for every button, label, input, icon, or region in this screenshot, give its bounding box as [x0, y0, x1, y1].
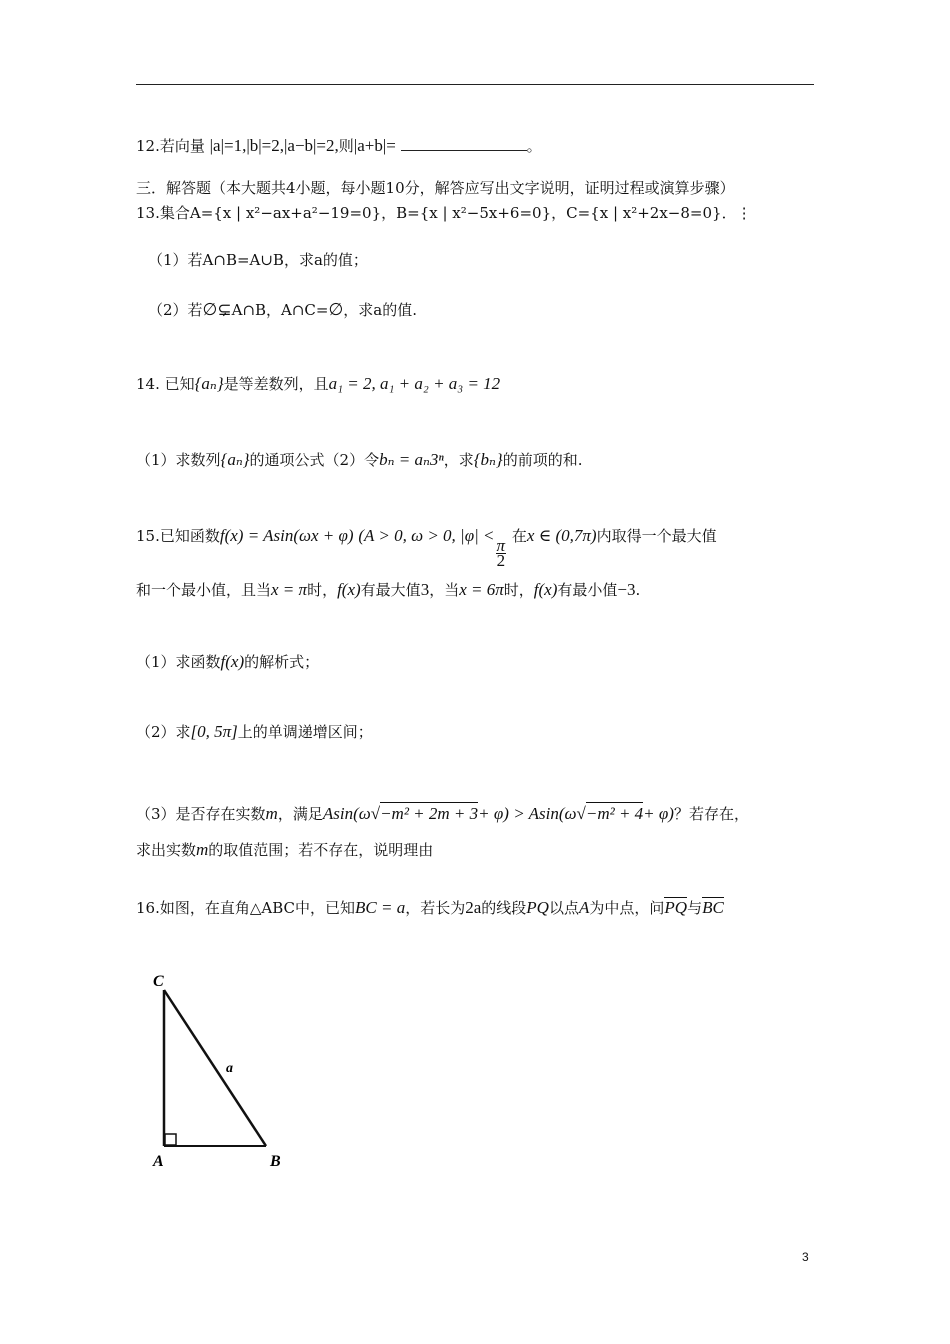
section-3-heading: 三．解答题（本大题共4小题，每小题10分，解答应写出文字说明，证明过程或演算步骤）: [136, 179, 735, 197]
sqrt-sign-icon: √: [576, 804, 586, 823]
question-16-stem: 16.如图，在直角△ABC中，已知BC = a，若长为2a的线段PQ以点A为中点，问PQ与BC: [136, 898, 724, 917]
q12-math2: |a+b|=: [353, 136, 396, 155]
question-15-part-3: （3）是否存在实数m，满足Asin(ω√−m² + 2m + 3+ φ) > Asin(ω√−m² + 4+ φ)？若存在，: [136, 804, 749, 823]
question-14-stem: 14. 已知{aₙ}是等差数列，且a₁ = 2, a₁ + a₂ + a₃ = 12: [136, 374, 501, 393]
empty-set-icon: ∅⊊: [202, 300, 232, 319]
question-13-part-2: （2）若∅⊊A∩B，A∩C=∅，求a的值.: [148, 300, 418, 319]
question-13-stem: 13.集合A={x | x²−ax+a²−19=0}，B={x | x²−5x+6=0}，C={x | x²+2x−8=0}．⋮: [136, 204, 752, 222]
page-number: 3: [802, 1250, 809, 1264]
question-15-part-2: （2）求[0, 5π]上的单调递增区间；: [136, 722, 373, 741]
question-14-parts: （1）求数列{aₙ}的通项公式（2）令bₙ = aₙ3ⁿ，求{bₙ}的前项的和.: [136, 450, 583, 469]
question-13-part-1: （1）若A∩B=A∪B，求a的值；: [148, 251, 368, 269]
empty-set-icon: ∅: [328, 300, 344, 319]
vertex-c-label: C: [153, 973, 164, 990]
question-15-part-1: （1）求函数f(x)的解析式；: [136, 652, 320, 671]
question-15-stem: 15.已知函数f(x) = Asin(ωx + φ) (A > 0, ω > 0, |φ| < $\frac{\pi}{2}$ 在x ∈ (0,7π)内取得一个最大值: [136, 526, 717, 570]
vertex-a-label: A: [153, 1153, 164, 1170]
q12-math: |a|=1,|b|=2,|a−b|=2,: [209, 136, 339, 155]
side-a-label: a: [226, 1061, 233, 1076]
question-15-line-2: 和一个最小值，且当x = π时，f(x)有最大值3，当x = 6π时，f(x)有最小值−3.: [136, 580, 641, 599]
triangle-figure: [140, 966, 320, 1176]
question-12: 12.若向量 |a|=1,|b|=2,|a−b|=2,则|a+b|= 。: [136, 136, 542, 155]
vertex-b-label: B: [270, 1153, 281, 1170]
header-rule: [136, 84, 814, 85]
side-bc: [164, 990, 266, 1146]
pi-over-2: $\frac{\pi}{2}$: [496, 536, 506, 570]
question-15-part-3-cont: 求出实数m的取值范围；若不存在，说明理由: [136, 840, 434, 859]
answer-blank: [401, 136, 527, 151]
sqrt-sign-icon: √: [370, 804, 381, 823]
right-angle-icon: [165, 1134, 176, 1145]
